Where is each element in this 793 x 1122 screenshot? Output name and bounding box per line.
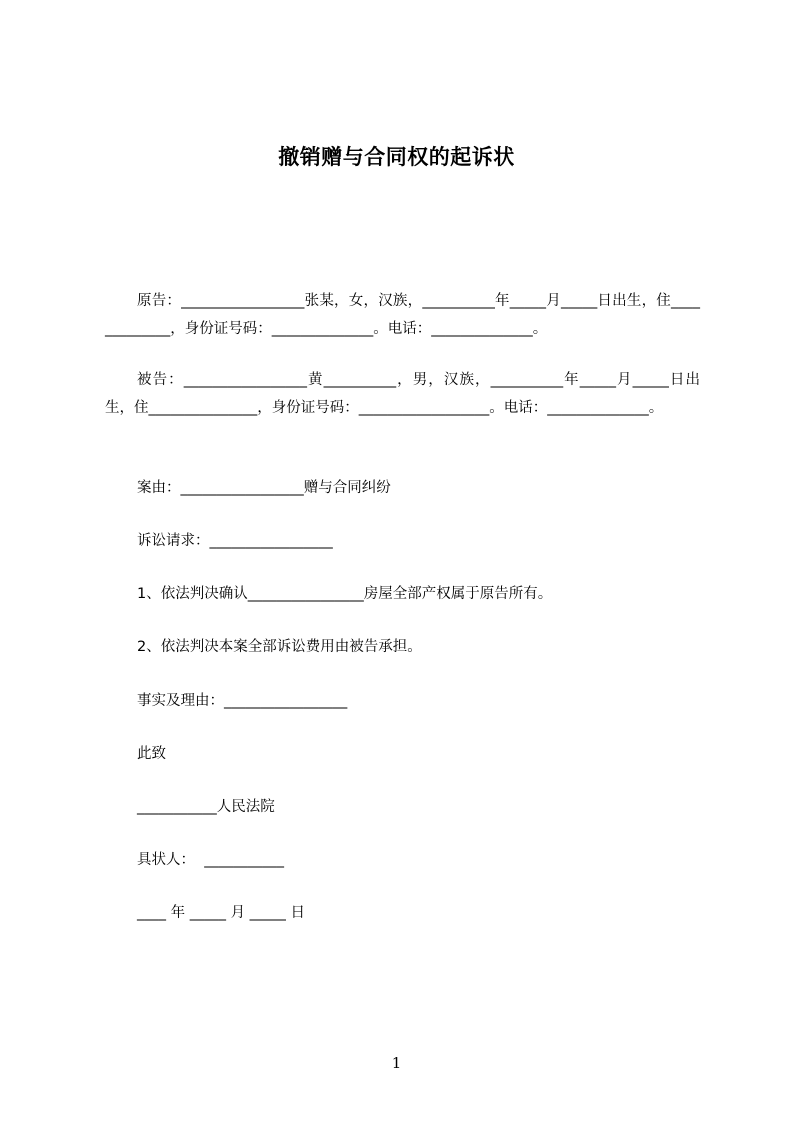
facts-heading: 事实及理由：_________________ [137,693,348,709]
claim-item-1: 1、依法判决确认________________房屋全部产权属于原告所有。 [137,586,553,602]
date-line: ____ 年 _____ 月 _____ 日 [137,905,306,921]
document-title: 撤销赠与合同权的起诉状 [278,145,515,169]
court-name: ___________人民法院 [137,799,275,815]
defendant-paragraph: 被告：_________________黄__________，男，汉族，__________年_____月_____日出生，住_______________，身份证号码：__________________。电话：______________。 [105,372,700,416]
claims-heading: 诉讼请求：_________________ [137,533,333,549]
signer-line: 具状人： ___________ [137,852,284,868]
claim-item-2: 2、依法判决本案全部诉讼费用由被告承担。 [137,639,422,655]
cause-of-action: 案由：_________________赠与合同纠纷 [137,480,391,496]
salutation: 此致 [137,746,166,762]
page-number: 1 [391,1054,402,1072]
plaintiff-paragraph: 原告：_________________张某，女，汉族，__________年_____月_____日出生，住_____________，身份证号码：______________。电话：______________。 [105,293,700,337]
